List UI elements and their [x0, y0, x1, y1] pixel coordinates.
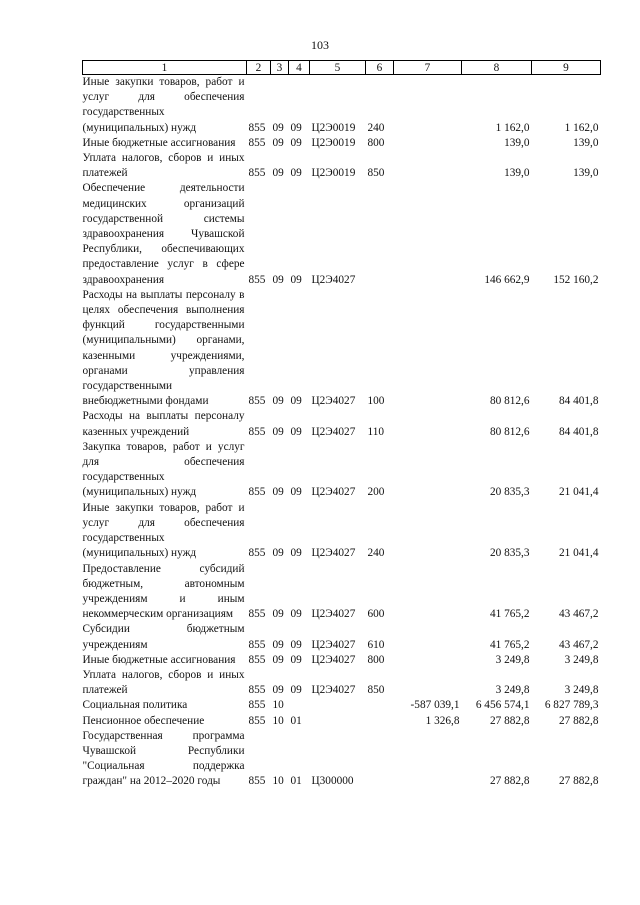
target-article-cell: Ц2Э4027 — [311, 684, 356, 697]
year-one-amount-cell: 20 835,3 — [489, 486, 530, 499]
target-article-cell: Ц2Э0019 — [311, 121, 356, 134]
target-article-cell: Ц2Э4027 — [311, 608, 356, 621]
subsection-cell: 09 — [290, 638, 302, 651]
year-one-amount-cell: 27 882,8 — [489, 775, 530, 788]
subsection-cell: 09 — [290, 121, 302, 134]
section-cell: 09 — [272, 121, 284, 134]
target-article-cell — [310, 714, 366, 729]
table-row — [83, 622, 601, 652]
section-cell: 09 — [272, 653, 284, 666]
subsection-cell: 09 — [290, 425, 302, 438]
column-header: 4 — [289, 61, 310, 75]
subsection-cell: 09 — [290, 547, 302, 560]
year-two-amount-cell: 43 467,2 — [558, 608, 599, 621]
row-name-cell: Расходы на выплаты персоналу казенных учреждений — [82, 410, 245, 438]
row-name-cell: Государственная программа Чувашской Республики "Социальная поддержка граждан" на 2012–2020 годы — [82, 729, 245, 788]
expense-type-cell: 240 — [367, 547, 385, 560]
section-cell: 09 — [272, 608, 284, 621]
ministry-code-cell: 855 — [248, 425, 266, 438]
expense-type-cell: 200 — [367, 486, 385, 499]
year-one-amount-cell: 139,0 — [504, 136, 530, 149]
change-amount-cell — [394, 501, 462, 562]
target-article-cell: Ц2Э0019 — [311, 136, 356, 149]
subsection-cell: 09 — [290, 136, 302, 149]
table-row — [83, 75, 601, 136]
table-row — [83, 714, 601, 729]
ministry-code-cell: 855 — [248, 121, 266, 134]
column-header: 5 — [310, 61, 366, 75]
row-name-cell: Пенсионное обеспечение — [82, 714, 205, 727]
page-number: 103 — [311, 38, 329, 52]
ministry-code-cell: 855 — [248, 167, 266, 180]
section-cell: 09 — [272, 395, 284, 408]
row-name-cell: Субсидии бюджетным учреждениям — [82, 623, 245, 651]
year-two-amount-cell: 27 882,8 — [558, 775, 599, 788]
subsection-cell — [289, 698, 310, 713]
change-amount-cell — [394, 653, 462, 668]
table-row — [83, 181, 601, 287]
expense-type-cell: 110 — [367, 425, 385, 438]
table-row — [83, 562, 601, 623]
section-cell: 09 — [272, 547, 284, 560]
section-cell: 09 — [272, 136, 284, 149]
expense-type-cell — [366, 698, 394, 713]
year-two-amount-cell: 43 467,2 — [558, 638, 599, 651]
year-two-amount-cell: 84 401,8 — [558, 425, 599, 438]
expense-type-cell: 100 — [367, 395, 385, 408]
table-row — [83, 151, 601, 181]
column-header: 9 — [532, 61, 601, 75]
ministry-code-cell: 855 — [248, 714, 266, 727]
subsection-cell: 09 — [290, 608, 302, 621]
change-amount-cell — [394, 136, 462, 151]
year-one-amount-cell: 3 249,8 — [495, 684, 530, 697]
year-two-amount-cell: 21 041,4 — [558, 547, 599, 560]
target-article-cell: Ц300000 — [311, 775, 354, 788]
budget-table — [82, 60, 601, 790]
column-header: 2 — [247, 61, 271, 75]
expense-type-cell: 800 — [367, 653, 385, 666]
ministry-code-cell: 855 — [248, 608, 266, 621]
table-row — [83, 440, 601, 501]
row-name-cell: Социальная политика — [82, 699, 188, 712]
year-one-amount-cell: 20 835,3 — [489, 547, 530, 560]
expense-type-cell: 610 — [367, 638, 385, 651]
target-article-cell: Ц2Э4027 — [311, 425, 356, 438]
change-amount-cell — [394, 562, 462, 623]
change-amount-cell: 1 326,8 — [425, 714, 460, 727]
change-amount-cell — [394, 409, 462, 439]
column-header: 1 — [83, 61, 247, 75]
row-name-cell: Уплата налогов, сборов и иных платежей — [82, 152, 245, 180]
change-amount-cell — [394, 622, 462, 652]
year-one-amount-cell: 139,0 — [504, 167, 530, 180]
row-name-cell: Закупка товаров, работ и услуг для обеспечения государственных (муниципальных) нужд — [82, 440, 245, 499]
section-cell: 09 — [272, 273, 284, 286]
table-row — [83, 288, 601, 410]
year-one-amount-cell: 41 765,2 — [489, 638, 530, 651]
year-one-amount-cell: 80 812,6 — [489, 425, 530, 438]
ministry-code-cell: 855 — [248, 775, 266, 788]
ministry-code-cell: 855 — [248, 653, 266, 666]
year-two-amount-cell: 139,0 — [573, 136, 599, 149]
section-cell: 10 — [272, 775, 284, 788]
ministry-code-cell: 855 — [248, 273, 266, 286]
change-amount-cell — [394, 668, 462, 698]
column-header: 6 — [366, 61, 394, 75]
expense-type-cell: 240 — [367, 121, 385, 134]
section-cell: 09 — [272, 425, 284, 438]
subsection-cell: 09 — [290, 684, 302, 697]
expense-type-cell — [366, 714, 394, 729]
change-amount-cell — [394, 151, 462, 181]
year-two-amount-cell: 1 162,0 — [564, 121, 599, 134]
table-row — [83, 136, 601, 151]
ministry-code-cell: 855 — [248, 486, 266, 499]
section-cell: 09 — [272, 684, 284, 697]
year-one-amount-cell: 80 812,6 — [489, 395, 530, 408]
expense-type-cell: 850 — [367, 167, 385, 180]
ministry-code-cell: 855 — [248, 638, 266, 651]
table-body — [83, 75, 601, 790]
section-cell: 10 — [272, 699, 284, 712]
row-name-cell: Уплата налогов, сборов и иных платежей — [82, 668, 245, 697]
expense-type-cell — [366, 181, 394, 287]
column-header: 3 — [271, 61, 289, 75]
row-name-cell: Предоставление субсидий бюджетным, автономным учреждениям и иным некоммерческим организациям — [82, 562, 245, 621]
subsection-cell: 09 — [290, 167, 302, 180]
subsection-cell: 09 — [290, 395, 302, 408]
expense-type-cell: 600 — [367, 608, 385, 621]
row-name-cell: Расходы на выплаты персоналу в целях обеспечения выполнения функций государственными (муниципальными) органами, казенными учреждениями, органами управления государственными внебюджетными фондами — [82, 288, 245, 408]
year-one-amount-cell: 3 249,8 — [495, 653, 530, 666]
subsection-cell: 09 — [290, 653, 302, 666]
table-row — [83, 653, 601, 668]
section-cell: 10 — [272, 714, 284, 727]
target-article-cell: Ц2Э0019 — [311, 167, 356, 180]
section-cell: 09 — [272, 486, 284, 499]
year-two-amount-cell: 84 401,8 — [558, 395, 599, 408]
target-article-cell: Ц2Э4027 — [311, 638, 356, 651]
target-article-cell: Ц2Э4027 — [311, 486, 356, 499]
subsection-cell: 09 — [290, 486, 302, 499]
table-row — [83, 698, 601, 713]
year-one-amount-cell: 6 456 574,1 — [475, 699, 530, 712]
target-article-cell: Ц2Э4027 — [311, 547, 356, 560]
change-amount-cell — [394, 75, 462, 136]
expense-type-cell — [366, 729, 394, 790]
year-one-amount-cell: 41 765,2 — [489, 608, 530, 621]
year-two-amount-cell: 27 882,8 — [558, 714, 599, 727]
year-one-amount-cell: 146 662,9 — [484, 273, 530, 286]
ministry-code-cell: 855 — [248, 136, 266, 149]
ministry-code-cell: 855 — [248, 547, 266, 560]
row-name-cell: Иные закупки товаров, работ и услуг для обеспечения государственных (муниципальных) нужд — [82, 501, 245, 560]
target-article-cell: Ц2Э4027 — [311, 653, 356, 666]
ministry-code-cell: 855 — [248, 684, 266, 697]
expense-type-cell: 800 — [367, 136, 385, 149]
row-name-cell: Иные бюджетные ассигнования — [82, 136, 236, 149]
subsection-cell: 09 — [290, 273, 302, 286]
change-amount-cell — [394, 288, 462, 410]
year-two-amount-cell: 3 249,8 — [564, 653, 599, 666]
year-two-amount-cell: 152 160,2 — [553, 273, 599, 286]
target-article-cell: Ц2Э4027 — [311, 273, 356, 286]
change-amount-cell — [394, 440, 462, 501]
year-two-amount-cell: 3 249,8 — [564, 684, 599, 697]
column-header: 8 — [462, 61, 532, 75]
table-header-row — [83, 61, 601, 75]
table-row — [83, 409, 601, 439]
section-cell: 09 — [272, 167, 284, 180]
row-name-cell: Иные закупки товаров, работ и услуг для обеспечения государственных (муниципальных) нужд — [82, 76, 245, 134]
subsection-cell: 01 — [290, 775, 302, 788]
year-two-amount-cell: 6 827 789,3 — [544, 699, 599, 712]
table-row — [83, 668, 601, 698]
ministry-code-cell: 855 — [248, 395, 266, 408]
year-one-amount-cell: 1 162,0 — [495, 121, 530, 134]
target-article-cell — [310, 698, 366, 713]
row-name-cell: Обеспечение деятельности медицинских организаций государственной системы здравоохранения Чувашской Республики, обеспечивающих предоставление услуг в сфере здравоохранения — [82, 182, 245, 286]
target-article-cell: Ц2Э4027 — [311, 395, 356, 408]
year-two-amount-cell: 21 041,4 — [558, 486, 599, 499]
year-one-amount-cell: 27 882,8 — [489, 714, 530, 727]
subsection-cell: 01 — [290, 714, 302, 727]
table-row — [83, 729, 601, 790]
expense-type-cell: 850 — [367, 684, 385, 697]
ministry-code-cell: 855 — [248, 699, 266, 712]
row-name-cell: Иные бюджетные ассигнования — [82, 653, 236, 666]
year-two-amount-cell: 139,0 — [573, 167, 599, 180]
column-header: 7 — [394, 61, 462, 75]
change-amount-cell — [394, 729, 462, 790]
table-row — [83, 501, 601, 562]
change-amount-cell: -587 039,1 — [410, 699, 460, 712]
section-cell: 09 — [272, 638, 284, 651]
change-amount-cell — [394, 181, 462, 287]
